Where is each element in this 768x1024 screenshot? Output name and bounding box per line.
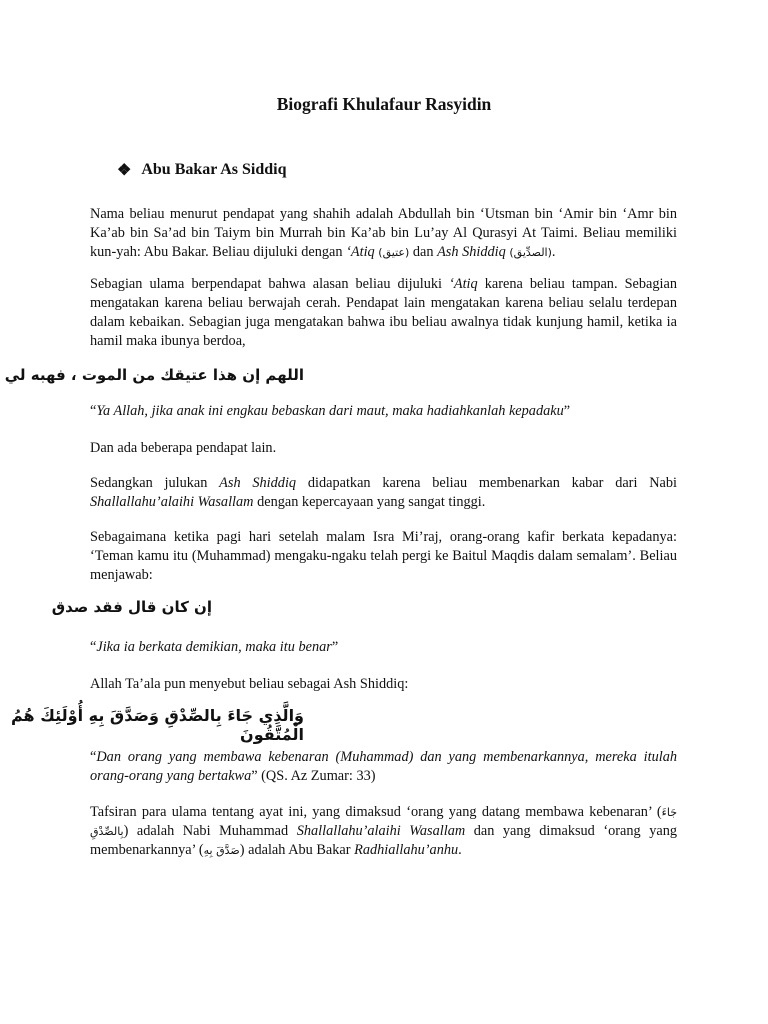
p7-text-a: Tafsiran para ulama tentang ayat ini, yang dimaksud ‘orang yang datang membawa kebenaran’ (	[90, 804, 662, 820]
paragraph-4	[90, 474, 677, 512]
quote-open: “	[90, 749, 97, 765]
p7-text-b: ) adalah Nabi Muhammad	[123, 823, 297, 839]
arabic-verse: وَالَّذِي جَاءَ بِالصِّدْقِ وَصَدَّقَ بِهِ أُوْلَئِكَ هُمُ الْمُتَّقُونَ	[11, 706, 304, 744]
p4-text-a: Sedangkan julukan	[90, 475, 220, 491]
p1-text-c: .	[551, 244, 556, 260]
paragraph-7	[90, 803, 677, 860]
quote-close: ”	[331, 639, 339, 655]
paragraph-1	[90, 205, 677, 262]
quote-close: ”	[251, 768, 258, 784]
p1-atiq: ‘Atiq	[346, 244, 375, 260]
quote-2	[90, 638, 677, 657]
p4-text-c: dengan kepercayaan yang sangat tinggi.	[253, 494, 486, 510]
p2-text-a: Sebagian ulama berpendapat bahwa alasan beliau dijuluki	[90, 276, 450, 292]
p1-text-b: dan	[409, 244, 438, 260]
p1-shiddiq: Ash Shiddiq	[437, 244, 506, 260]
quote-open: “	[90, 403, 97, 419]
quote-3	[90, 748, 677, 786]
arabic-prayer: اللهم إن هذا عتيقك من الموت ، فهبه لي	[4, 366, 304, 384]
document-title: Biografi Khulafaur Rasyidin	[276, 94, 492, 114]
paragraph-2	[90, 275, 677, 351]
paragraph-3: Dan ada beberapa pendapat lain.	[90, 440, 277, 456]
quote-1-text: Ya Allah, jika anak ini engkau bebaskan dari maut, maka hadiahkanlah kepadaku	[96, 403, 564, 419]
p7-radhi: Radhiallahu’anhu	[354, 842, 459, 858]
p7-salawat: Shallallahu’alaihi Wasallam	[296, 823, 466, 839]
p7-text-d: ) adalah Abu Bakar	[239, 842, 355, 858]
p1-arabic-atiq: (عتيق)	[378, 246, 410, 259]
p1-text-a: Nama beliau menurut pendapat yang shahih adalah Abdullah bin ‘Utsman bin ‘Amir bin ‘Amr bin Ka’ab bin Sa’ad bin Taiym bin Murrah bin Ka’ab bin Lu’ay Al Qurasyi At Taimi. Beliau memiliki kun-yah: Abu Bakar. Beliau dijuluki dengan	[90, 206, 677, 260]
arabic-answer: إن كان قال فقد صدق	[51, 598, 212, 616]
p4-salawat: Shallallahu’alaihi Wasallam	[90, 494, 254, 510]
section-heading	[117, 160, 286, 180]
p7-arabic-1: جَاءَ بِالصِّدْقِ	[90, 806, 677, 838]
p1-arabic-shiddiq: (الصدِّيق)	[509, 246, 552, 259]
diamond-bullet-icon: ❖	[117, 162, 132, 179]
p7-text-e: .	[458, 842, 462, 858]
paragraph-5: Sebagaimana ketika pagi hari setelah malam Isra Mi’raj, orang-orang kafir berkata kepadanya: ‘Teman kamu itu (Muhammad) mengaku-ngaku telah pergi ke Baitul Maqdis dalam semalam’. Beliau menjawab:	[90, 529, 677, 583]
p4-shiddiq: Ash Shiddiq	[219, 475, 297, 491]
quote-2-text: Jika ia berkata demikian, maka itu benar	[96, 639, 332, 655]
p4-text-b: didapatkan karena beliau membenarkan kabar dari Nabi	[296, 475, 677, 491]
paragraph-6: Allah Ta’ala pun menyebut beliau sebagai Ash Shiddiq:	[90, 676, 409, 692]
p2-text-b: karena beliau tampan. Sebagian mengatakan karena beliau berwajah cerah. Pendapat lain mengatakan karena beliau selalu terdepan dalam kebaikan. Sebagian juga mengatakan bahwa ibu beliau awalnya tidak kunjung hamil, ketika ia hamil maka ibunya berdoa,	[90, 276, 677, 349]
quote-3-reference: (QS. Az Zumar: 33)	[257, 768, 376, 784]
p7-arabic-2: صَدَّقَ بِهِ	[203, 844, 240, 857]
p7-text-c: dan yang dimaksud ‘orang yang membenarkannya’ (	[90, 823, 677, 858]
quote-open: “	[90, 639, 97, 655]
quote-close: ”	[563, 403, 571, 419]
quote-3-text: Dan orang yang membawa kebenaran (Muhammad) dan yang membenarkannya, mereka itulah orang-orang yang bertakwa	[90, 749, 677, 784]
quote-1	[90, 402, 677, 421]
p2-atiq: ‘Atiq	[449, 276, 478, 292]
section-heading-text: Abu Bakar As Siddiq	[141, 161, 287, 178]
